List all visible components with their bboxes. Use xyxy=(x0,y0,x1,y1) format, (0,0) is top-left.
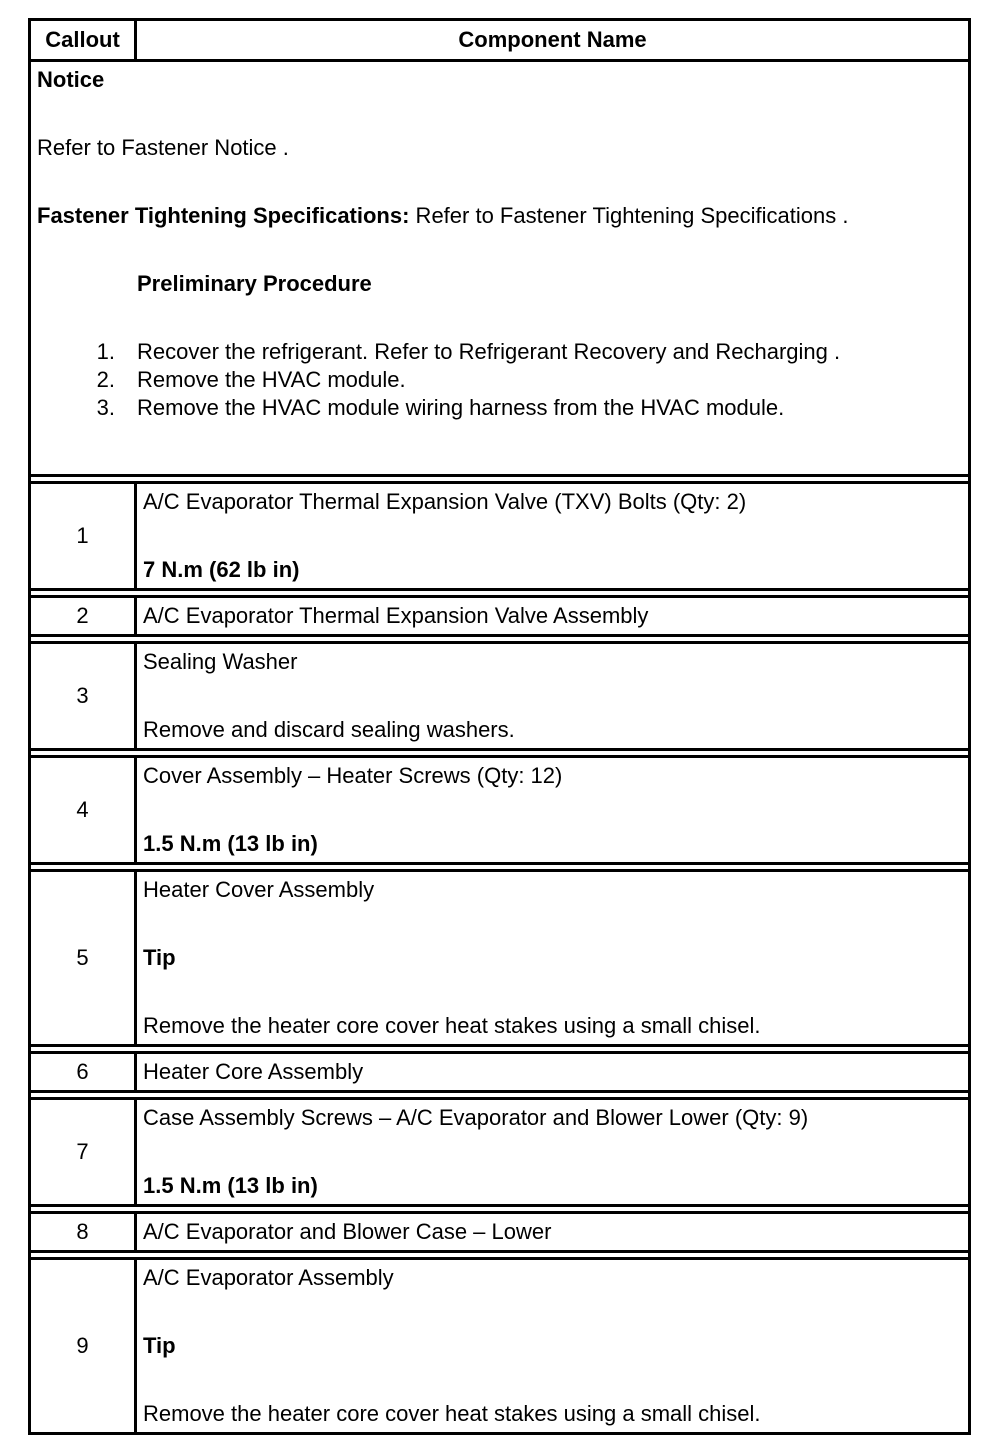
notice-title: Notice xyxy=(37,67,105,92)
step-text: Remove the HVAC module wiring harness from the HVAC module. xyxy=(137,395,785,420)
callout-number: 4 xyxy=(30,757,136,864)
tip-label: Tip xyxy=(143,1333,176,1358)
notice-cell xyxy=(30,61,970,476)
preliminary-steps xyxy=(37,338,962,422)
step-number: 3. xyxy=(96,395,115,420)
step-number: 2. xyxy=(96,367,115,392)
header-row xyxy=(30,20,970,61)
component-cell xyxy=(136,597,970,636)
fastener-spec-line xyxy=(37,202,962,230)
component-cell xyxy=(136,643,970,750)
callout-number: 8 xyxy=(30,1213,136,1252)
component-cell xyxy=(136,871,970,1046)
component-cell xyxy=(136,1213,970,1252)
component-name: Heater Core Assembly xyxy=(143,1059,364,1084)
fastener-notice-reference: Refer to Fastener Notice . xyxy=(37,135,289,160)
component-cell xyxy=(136,1053,970,1092)
table-row xyxy=(30,1213,970,1252)
component-cell xyxy=(136,1259,970,1434)
fastener-spec-label: Fastener Tightening Specifications: xyxy=(37,203,410,228)
callout-header: Callout xyxy=(30,20,136,61)
callout-number: 9 xyxy=(30,1259,136,1434)
component-name: A/C Evaporator Thermal Expansion Valve (TXV) Bolts (Qty: 2) xyxy=(143,489,747,514)
list-item xyxy=(37,366,962,394)
component-name: Heater Cover Assembly xyxy=(143,877,375,902)
step-text: Remove the HVAC module. xyxy=(137,367,406,392)
step-text: Recover the refrigerant. Refer to Refrigerant Recovery and Recharging . xyxy=(137,339,841,364)
table-row xyxy=(30,1053,970,1092)
component-cell xyxy=(136,757,970,864)
torque-spec: 1.5 N.m (13 lb in) xyxy=(143,831,318,856)
tip-label: Tip xyxy=(143,945,176,970)
component-name-header: Component Name xyxy=(136,20,970,61)
step-number: 1. xyxy=(96,339,115,364)
component-note: Remove and discard sealing washers. xyxy=(143,717,515,742)
callout-number: 7 xyxy=(30,1099,136,1206)
component-table xyxy=(28,18,968,1435)
component-name: A/C Evaporator and Blower Case – Lower xyxy=(143,1219,552,1244)
component-cell xyxy=(136,1099,970,1206)
table-row xyxy=(30,871,970,1046)
callout-number: 5 xyxy=(30,871,136,1046)
component-name: Cover Assembly – Heater Screws (Qty: 12) xyxy=(143,763,563,788)
table-row xyxy=(30,483,970,590)
preliminary-procedure-title: Preliminary Procedure xyxy=(137,271,372,296)
table-row xyxy=(30,643,970,750)
table-row xyxy=(30,757,970,864)
table-row xyxy=(30,597,970,636)
list-item xyxy=(37,394,962,422)
callout-number: 6 xyxy=(30,1053,136,1092)
component-name: Case Assembly Screws – A/C Evaporator and Blower Lower (Qty: 9) xyxy=(143,1105,809,1130)
component-name: A/C Evaporator Assembly xyxy=(143,1265,394,1290)
callout-number: 2 xyxy=(30,597,136,636)
callout-number: 1 xyxy=(30,483,136,590)
torque-spec: 1.5 N.m (13 lb in) xyxy=(143,1173,318,1198)
list-item xyxy=(37,338,962,366)
component-cell xyxy=(136,483,970,590)
tip-text: Remove the heater core cover heat stakes using a small chisel. xyxy=(143,1013,761,1038)
callout-number: 3 xyxy=(30,643,136,750)
fastener-spec-text: Refer to Fastener Tightening Specifications . xyxy=(409,203,849,228)
table-row xyxy=(30,1099,970,1206)
torque-spec: 7 N.m (62 lb in) xyxy=(143,557,300,582)
table-row xyxy=(30,1259,970,1434)
component-name: A/C Evaporator Thermal Expansion Valve Assembly xyxy=(143,603,649,628)
component-name: Sealing Washer xyxy=(143,649,298,674)
tip-text: Remove the heater core cover heat stakes using a small chisel. xyxy=(143,1401,761,1426)
notice-row xyxy=(30,61,970,476)
